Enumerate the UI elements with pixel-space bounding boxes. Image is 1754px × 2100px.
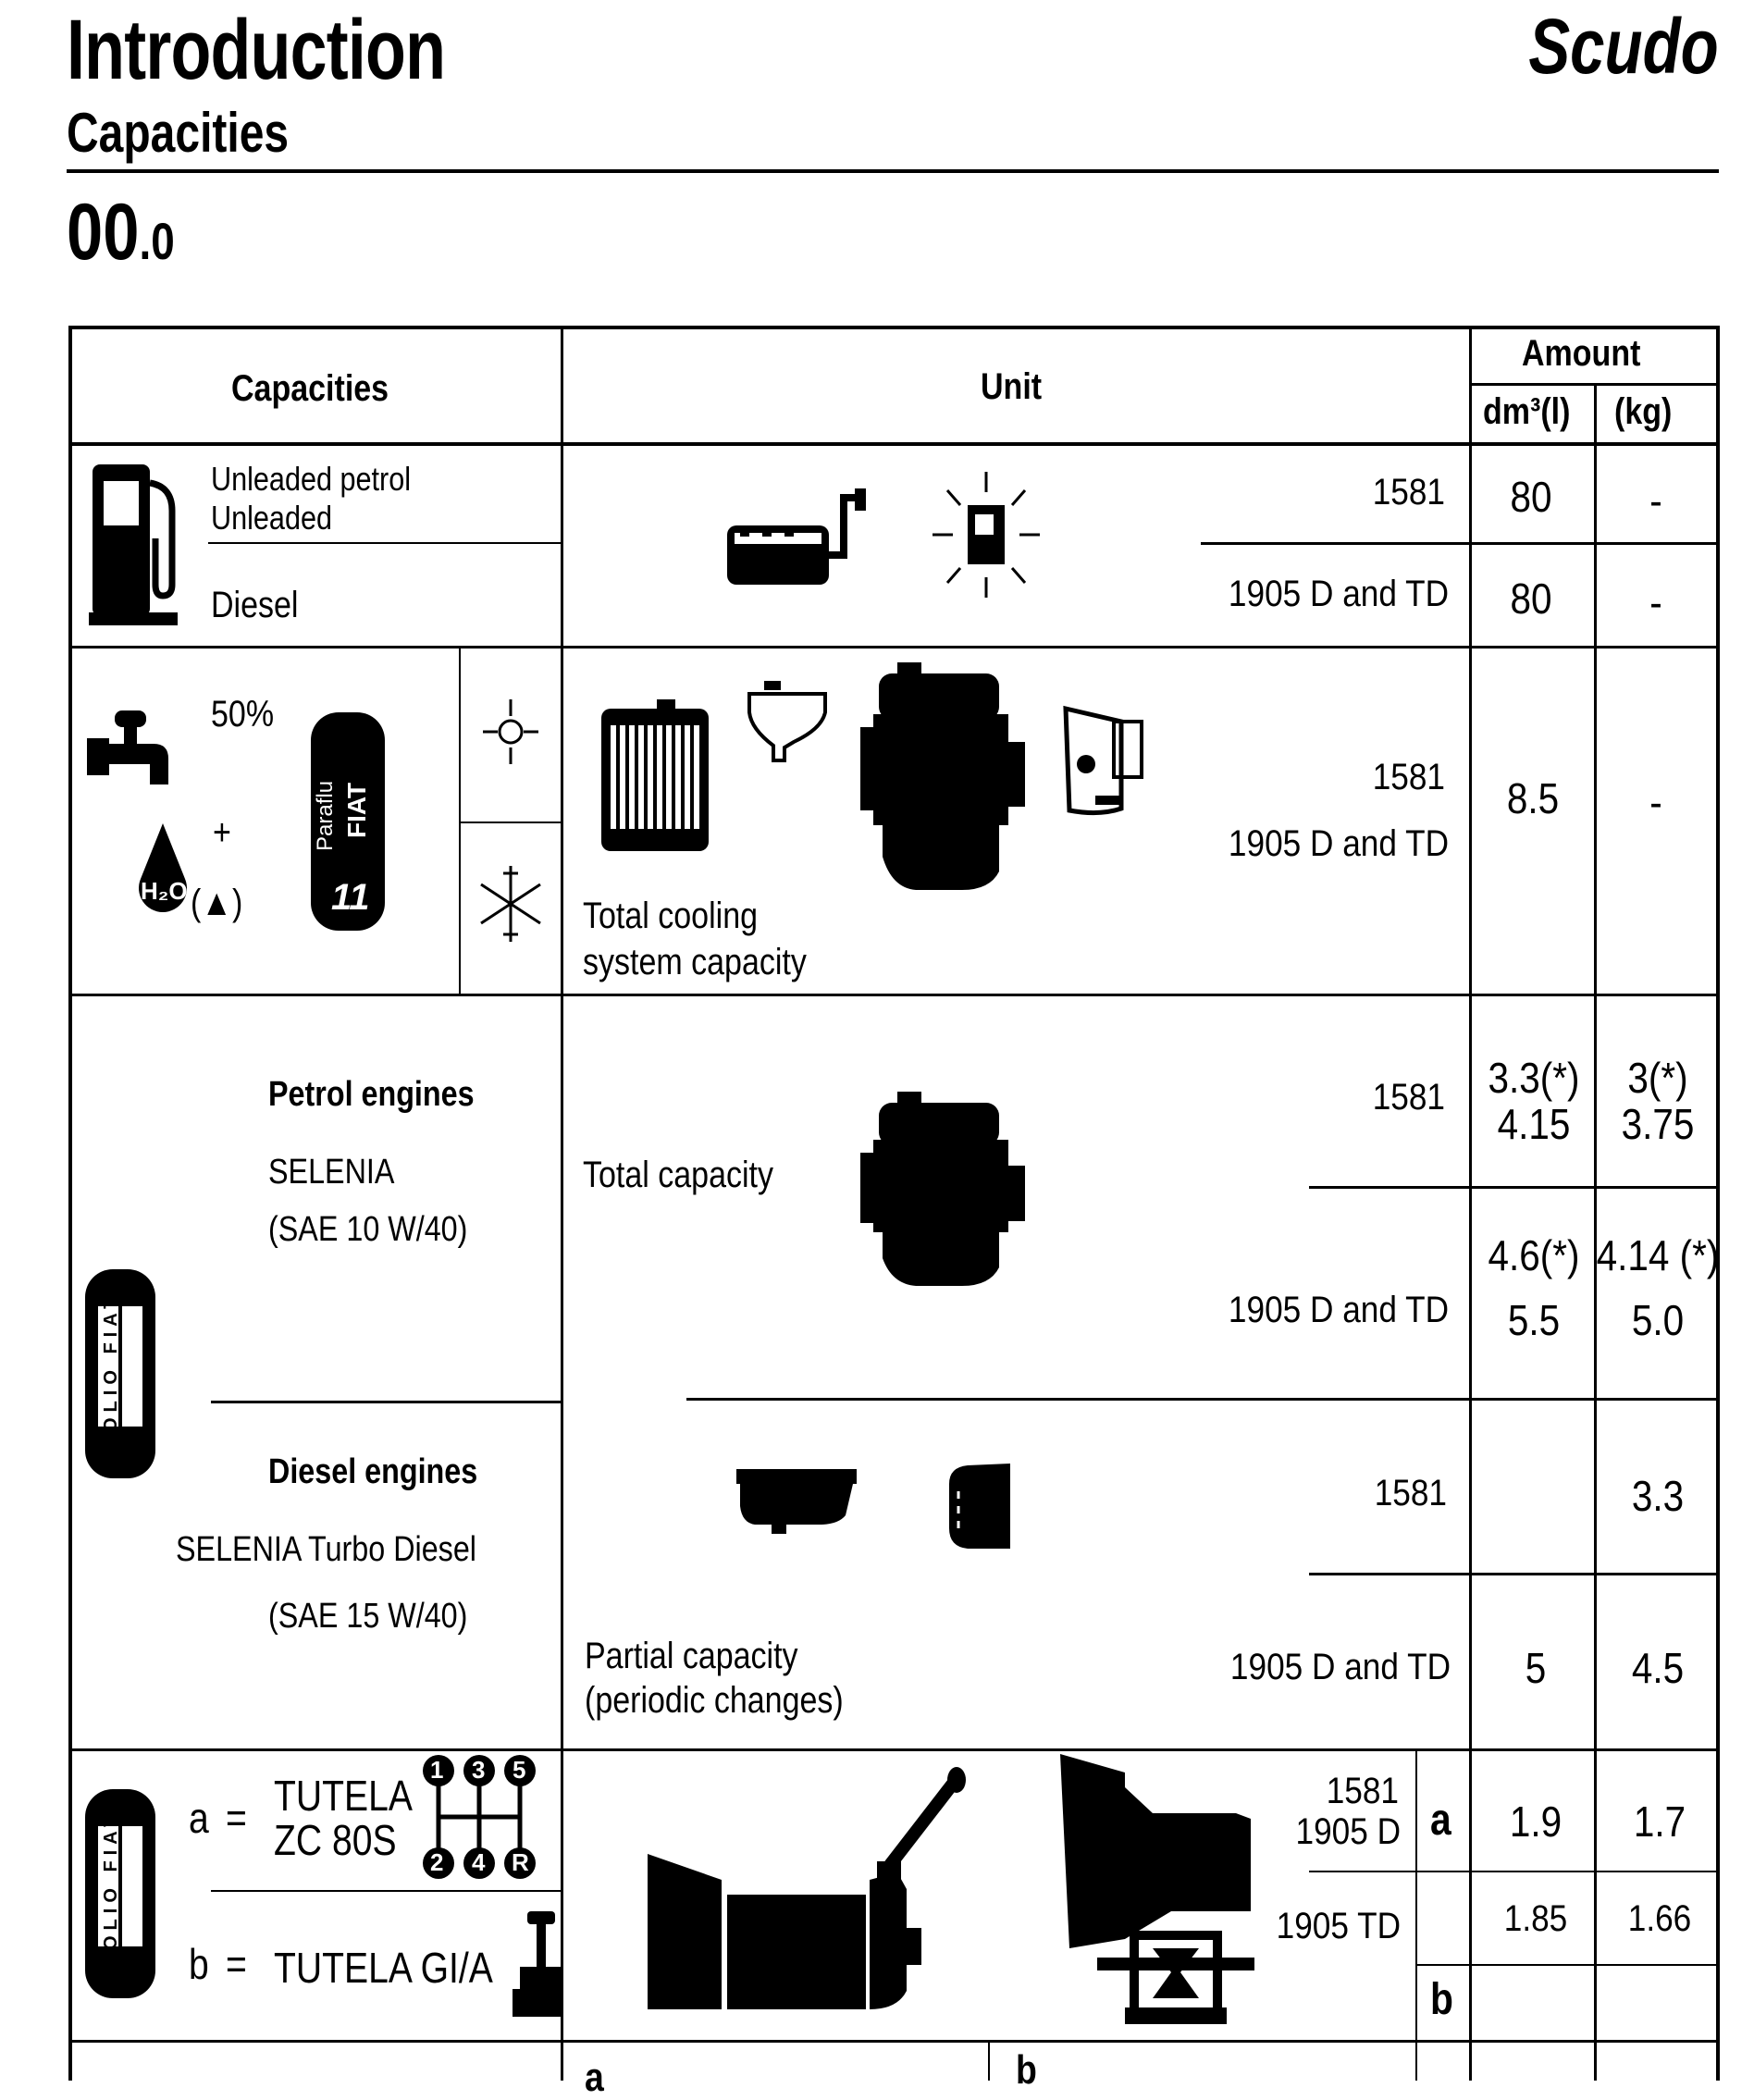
sun-icon — [483, 699, 538, 764]
automatic-selector-icon — [513, 1911, 561, 2017]
gear-type-a: a — [1430, 1796, 1451, 1845]
header-unit: Unit — [981, 366, 1043, 407]
gear-b-eq: = — [226, 1940, 247, 1988]
gear-engine-1905td: 1905 TD — [1276, 1906, 1401, 1946]
oil-bottom — [68, 1748, 1719, 1751]
header-dm3: dm³(l) — [1483, 391, 1571, 432]
oil-total-divider — [1309, 1186, 1719, 1189]
section-number — [67, 188, 175, 277]
coolant-engine-1905: 1905 D and TD — [1228, 823, 1449, 864]
col-line-capacities — [561, 326, 563, 2081]
header-kg: (kg) — [1614, 391, 1673, 432]
coolant-inner-row — [459, 821, 561, 823]
fuel-label-petrol-2: Unleaded — [211, 499, 333, 537]
h2o-drop-icon — [137, 823, 189, 920]
oil-partial-top — [686, 1398, 1719, 1401]
oil-partial-dm3-1905: 5 — [1525, 1644, 1547, 1692]
differential-icon — [1060, 1754, 1254, 2028]
oil-partial-caption-1: Partial capacity — [585, 1636, 798, 1676]
oil-partial-caption-2: (periodic changes) — [585, 1680, 844, 1721]
oil-diesel-title: Diesel engines — [268, 1452, 478, 1491]
coolant-inner-col — [459, 646, 461, 995]
snowflake-icon — [481, 866, 540, 942]
gear-2: 2 — [430, 1848, 444, 1876]
gear-type-b: b — [1430, 1975, 1453, 2024]
gear-kg-td: 1.66 — [1627, 1898, 1692, 1939]
oil-total-dm3-1905-a: 4.6(*) — [1488, 1231, 1580, 1279]
oil-total-kg-1905-a: 4.14 (*) — [1596, 1231, 1720, 1279]
expansion-tank-icon — [747, 681, 827, 762]
fuel-label-divider — [208, 542, 561, 544]
gear-bottom — [68, 2040, 1719, 2043]
next-inner-col — [988, 2040, 990, 2081]
fuel-row-divider — [1201, 542, 1719, 545]
section-sub: .0 — [139, 212, 175, 270]
fuel-bottom — [68, 646, 1719, 649]
oil-total-engine-1581: 1581 — [1372, 1077, 1445, 1118]
gear-kg-a: 1.7 — [1633, 1797, 1686, 1846]
gear-b-letter: b — [189, 1940, 209, 1988]
gear-engine-1905d: 1905 D — [1295, 1811, 1401, 1852]
oil-petrol-title: Petrol engines — [268, 1075, 475, 1114]
oil-total-dm3-1905-b: 5.5 — [1507, 1296, 1561, 1344]
paraflu-can-brand: FIAT — [342, 782, 371, 838]
coolant-caption-1: Total cooling — [583, 896, 759, 936]
paraflu-can-number: 11 — [331, 877, 370, 918]
oil-petrol-product: SELENIA — [268, 1153, 395, 1192]
oil-engine-icon — [860, 1092, 1027, 1288]
oil-partial-kg-1581: 3.3 — [1631, 1472, 1685, 1520]
coolant-plus: + — [213, 812, 231, 853]
coolant-dm3: 8.5 — [1506, 774, 1560, 822]
gearbox-icon — [648, 1769, 981, 2009]
page-subtitle: Capacities — [67, 102, 290, 164]
oil-label-divider — [211, 1401, 561, 1403]
oil-petrol-grade: (SAE 10 W/40) — [268, 1210, 468, 1249]
oil-partial-kg-1905: 4.5 — [1631, 1644, 1685, 1692]
oil-partial-engine-1581: 1581 — [1374, 1473, 1447, 1513]
coolant-kg: - — [1649, 778, 1662, 826]
gear-4: 4 — [472, 1848, 486, 1876]
gear-5: 5 — [513, 1756, 526, 1784]
coolant-caption-2: system capacity — [583, 942, 807, 982]
oil-partial-divider — [1309, 1573, 1719, 1575]
coolant-percent: 50% — [211, 694, 275, 735]
page-title: Introduction — [67, 3, 446, 97]
gear-a-product-2: ZC 80S — [274, 1816, 397, 1864]
h2o-label: H₂O — [141, 877, 188, 905]
gear-dm3-a: 1.9 — [1509, 1797, 1563, 1846]
gear-a-letter: a — [189, 1794, 209, 1842]
header-rule — [67, 169, 1719, 173]
oil-total-engine-1905: 1905 D and TD — [1228, 1290, 1449, 1330]
gear-label-divider — [211, 1890, 561, 1892]
oil-total-kg-1905-b: 5.0 — [1631, 1296, 1685, 1344]
amount-subrule — [1469, 383, 1719, 386]
fuel-dm3-1581: 80 — [1510, 473, 1552, 521]
coolant-bottom — [68, 994, 1719, 996]
fuel-warning-lamp-icon — [933, 472, 1040, 601]
gear-engine-1581: 1581 — [1326, 1771, 1399, 1811]
radiator-icon — [601, 699, 709, 851]
section-main: 00 — [67, 188, 140, 277]
water-tap-icon — [87, 710, 179, 812]
header-amount: Amount — [1522, 333, 1641, 374]
fuel-kg-1581: - — [1649, 476, 1662, 525]
paraflu-can-text: Paraflu — [313, 780, 338, 851]
antifreeze-triangle-note: (▲) — [191, 883, 243, 923]
oil-can-text: OLIO FIAT — [101, 1291, 121, 1432]
brand-name: Scudo — [1528, 3, 1719, 90]
oil-total-dm3-1581-b: 4.15 — [1497, 1100, 1571, 1148]
gear-3: 3 — [472, 1756, 486, 1784]
gear-row-divider-1 — [1309, 1871, 1719, 1872]
oil-total-caption: Total capacity — [583, 1155, 773, 1195]
fuel-label-diesel: Diesel — [211, 585, 299, 625]
oil-total-kg-1581-a: 3(*) — [1627, 1054, 1688, 1102]
gear-r: R — [512, 1848, 529, 1876]
oil-partial-engine-1905: 1905 D and TD — [1229, 1647, 1451, 1687]
gear-oil-can-text: OLIO FIAT — [101, 1810, 121, 1950]
gear-b-product: TUTELA GI/A — [274, 1944, 493, 1992]
gear-a-product-1: TUTELA — [274, 1772, 413, 1820]
fuel-pump-icon — [89, 464, 181, 627]
gear-dm3-td: 1.85 — [1503, 1898, 1568, 1939]
header-capacities: Capacities — [231, 368, 389, 409]
fuel-kg-1905: - — [1649, 578, 1662, 626]
gear-1: 1 — [430, 1756, 444, 1784]
table-border-right — [1716, 326, 1720, 2081]
gear-a-eq: = — [226, 1794, 247, 1842]
gear-row-divider-2 — [1415, 1964, 1719, 1966]
oil-diesel-product: SELENIA Turbo Diesel — [176, 1530, 476, 1569]
oil-sump-icon — [736, 1469, 857, 1543]
engine-block-icon — [860, 662, 1027, 894]
fuel-label-petrol-1: Unleaded petrol — [211, 460, 412, 498]
fuel-engine-1581: 1581 — [1372, 472, 1445, 513]
oil-total-kg-1581-b: 3.75 — [1621, 1100, 1695, 1148]
header-bottom — [68, 442, 1719, 446]
oil-diesel-grade: (SAE 15 W/40) — [268, 1597, 468, 1636]
heater-icon — [1062, 709, 1145, 816]
next-row-a: a — [585, 2055, 604, 2100]
coolant-engine-1581: 1581 — [1372, 757, 1445, 797]
oil-total-dm3-1581-a: 3.3(*) — [1488, 1054, 1580, 1102]
table-border-left — [68, 326, 72, 2081]
gear-type-col — [1415, 1748, 1417, 2081]
fuel-engine-1905: 1905 D and TD — [1228, 574, 1449, 614]
col-line-amount — [1469, 326, 1472, 2081]
oil-filter-icon — [949, 1464, 1014, 1549]
next-row-b: b — [1016, 2047, 1037, 2093]
fuel-dm3-1905: 80 — [1510, 574, 1552, 623]
fuel-tank-icon — [725, 488, 873, 599]
